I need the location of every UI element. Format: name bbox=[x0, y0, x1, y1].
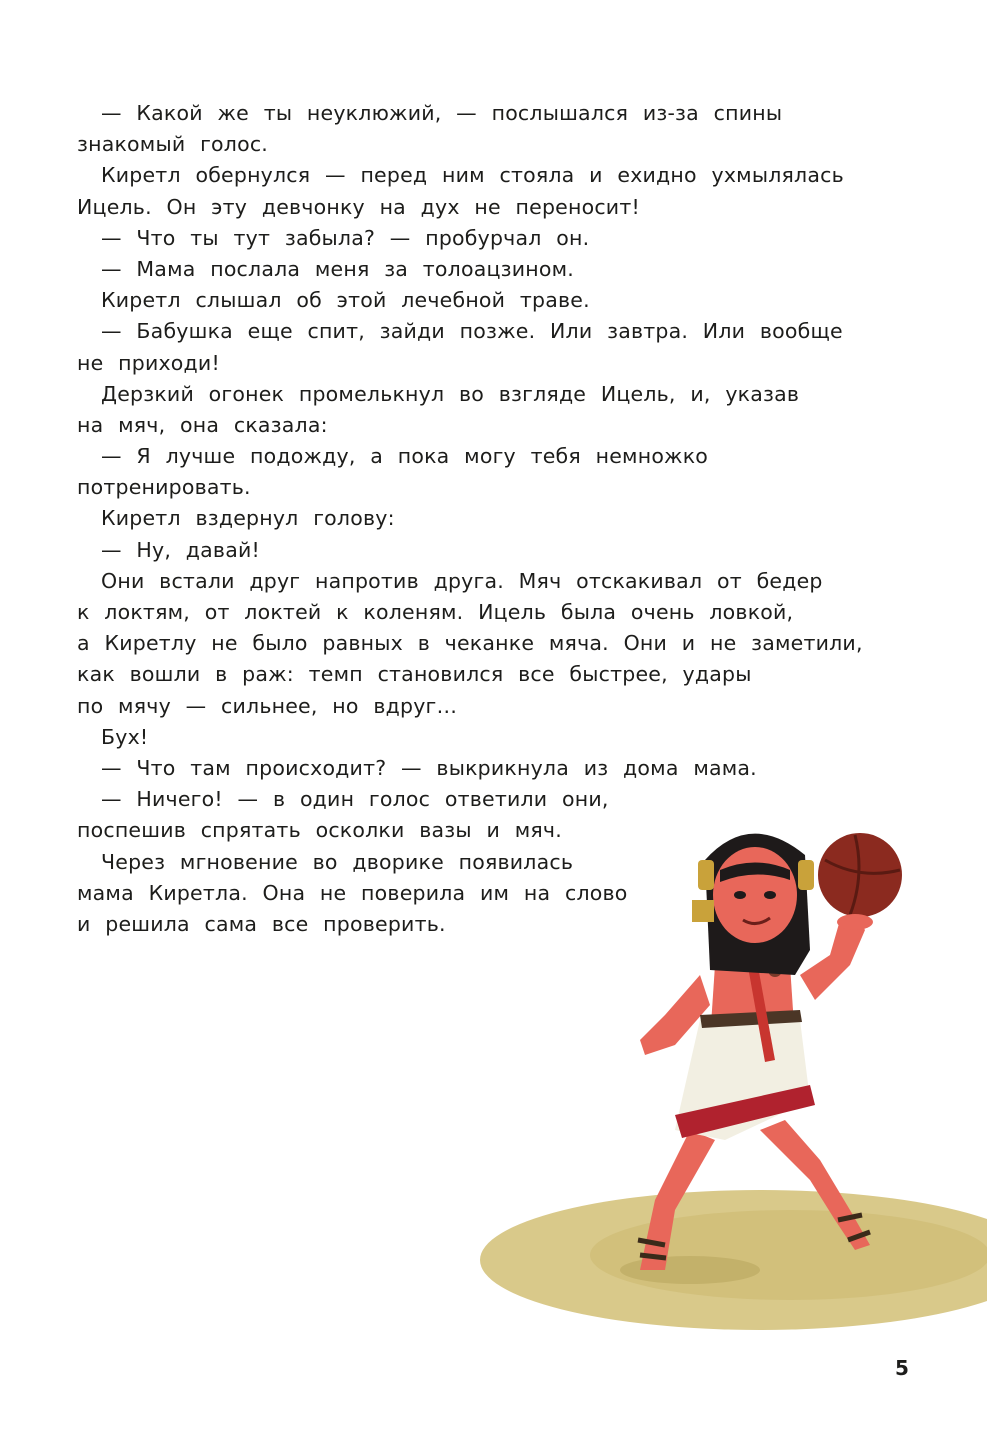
text-line: Киретл вздернул голову: bbox=[101, 506, 395, 531]
text-line: поспешив спрятать осколки вазы и мяч. bbox=[77, 818, 562, 843]
text-line: — Ничего! — в один голос ответили они, bbox=[101, 787, 609, 812]
text-line: — Что там происходит? — выкрикнула из дома мама. bbox=[101, 755, 757, 780]
text-line: и решила сама все проверить. bbox=[77, 911, 446, 936]
text-line: Бух! bbox=[101, 724, 149, 749]
text-line: Через мгновение во дворике появилась bbox=[101, 849, 574, 874]
face bbox=[713, 847, 797, 943]
text-line: Киретл слышал об этой лечебной траве. bbox=[101, 288, 590, 313]
girl-with-ball-illustration bbox=[460, 800, 987, 1340]
text-line: по мячу — сильнее, но вдруг… bbox=[77, 693, 458, 718]
earring-left bbox=[698, 860, 714, 890]
text-line: на мяч, она сказала: bbox=[77, 412, 328, 437]
text-line: — Что ты тут забыла? — пробурчал он. bbox=[101, 225, 590, 250]
text-line: Киретл обернулся — перед ним стояла и ехидно ухмылялась bbox=[101, 163, 844, 188]
text-line: Дерзкий огонек промелькнул во взгляде Ицель, и, указав bbox=[101, 381, 800, 406]
text-line: — Бабушка еще спит, зайди позже. Или завтра. Или вообще bbox=[101, 319, 843, 344]
text-line: как вошли в раж: темп становился все быстрее, удары bbox=[77, 662, 752, 687]
text-line: знакомый голос. bbox=[77, 132, 269, 157]
text-line: к локтям, от локтей к коленям. Ицель была очень ловкой, bbox=[77, 600, 794, 624]
text-line: мама Киретла. Она не поверила им на слово bbox=[77, 880, 628, 905]
text-line: а Киретлу не было равных в чеканке мяча. Они и не заметили, bbox=[77, 631, 863, 656]
text-line: не приходи! bbox=[77, 350, 220, 375]
text-line: Они встали друг напротив друга. Мяч отскакивал от бедер bbox=[101, 568, 823, 593]
text-line: Ицель. Он эту девчонку на дух не переносит! bbox=[77, 194, 640, 219]
text-line: — Ну, давай! bbox=[101, 537, 260, 562]
text-line: — Мама послала меня за толоацзином. bbox=[101, 256, 574, 281]
page-number: 5 bbox=[895, 1356, 909, 1380]
text-line: — Какой же ты неуклюжий, — послышался из-за спины bbox=[101, 101, 783, 125]
earring-right bbox=[798, 860, 814, 890]
text-line: — Я лучше подожду, а пока могу тебя немножко bbox=[101, 444, 709, 469]
text-line: потренировать. bbox=[77, 475, 251, 500]
